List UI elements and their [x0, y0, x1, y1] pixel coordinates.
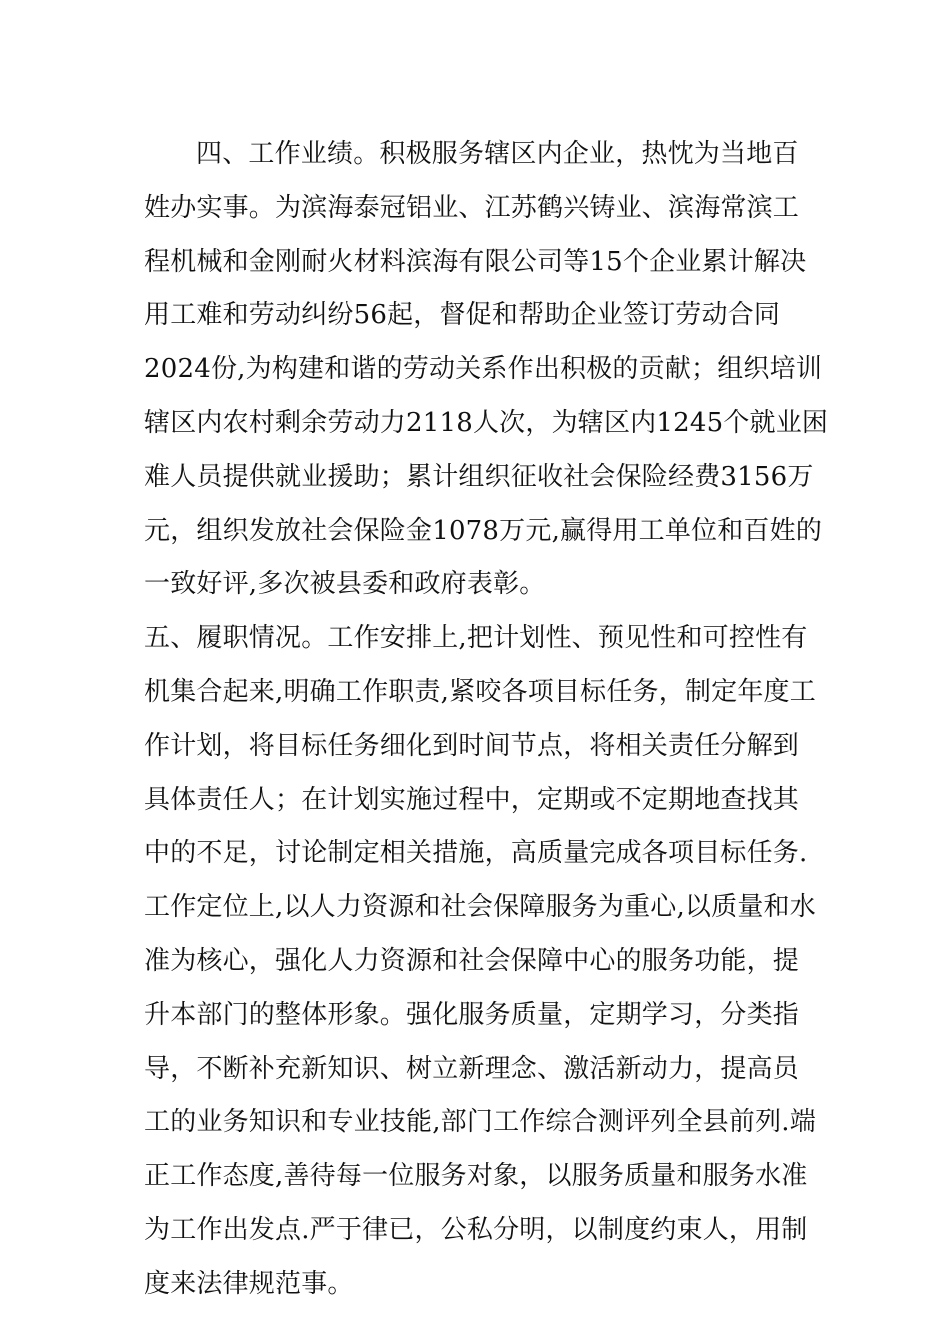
paragraph-4-line-6: 辖区内农村剩余劳动力2118人次，为辖区内1245个就业困 — [144, 407, 829, 438]
paragraph-4-line-7: 难人员提供就业援助；累计组织征收社会保险经费3156万 — [144, 461, 814, 492]
paragraph-4-line-4: 用工难和劳动纠纷56起，督促和帮助企业签订劳动合同 — [144, 300, 781, 331]
paragraph-5-line-13: 度来法律规范事。 — [144, 1268, 354, 1299]
paragraph-5-line-5: 中的不足，讨论制定相关措施，高质量完成各项目标任务. — [144, 838, 808, 869]
paragraph-4-line-9: 一致好评,多次被县委和政府表彰。 — [144, 569, 546, 600]
body-text — [144, 128, 829, 1312]
paragraph-5-line-9: 导，不断补充新知识、树立新理念、激活新动力，提高员 — [144, 1053, 800, 1084]
paragraph-5-line-8: 升本部门的整体形象。强化服务质量，定期学习，分类指 — [144, 999, 800, 1030]
paragraph-5-line-6: 工作定位上,以人力资源和社会保障服务为重心,以质量和水 — [144, 892, 816, 923]
paragraph-4-line-3: 程机械和金刚耐火材料滨海有限公司等15个企业累计解决 — [144, 246, 807, 277]
paragraph-5-line-1: 五、履职情况。工作安排上,把计划性、预见性和可控性有 — [144, 623, 808, 654]
paragraph-4-line-8: 元，组织发放社会保险金1078万元,赢得用工单位和百姓的 — [144, 515, 823, 546]
paragraph-5-line-12: 为工作出发点.严于律已，公私分明，以制度约束人，用制 — [144, 1214, 808, 1245]
paragraph-4-line-1: 四、工作业绩。积极服务辖区内企业，热忱为当地百 — [196, 139, 799, 169]
paragraph-5-line-2: 机集合起来,明确工作职责,紧咬各项目标任务，制定年度工 — [144, 676, 816, 707]
paragraph-5-line-3: 作计划，将目标任务细化到时间节点，将相关责任分解到 — [144, 730, 800, 761]
paragraph-5-line-7: 准为核心，强化人力资源和社会保障中心的服务功能，提 — [144, 945, 800, 976]
paragraph-4-line-5: 2024份,为构建和谐的劳动关系作出积极的贡献；组织培训 — [144, 354, 823, 385]
paragraph-5-line-11: 正工作态度,善待每一位服务对象，以服务质量和服务水准 — [144, 1161, 808, 1192]
paragraph-5-line-4: 具体责任人；在计划实施过程中，定期或不定期地查找其 — [144, 784, 800, 815]
paragraph-4-line-2: 姓办实事。为滨海泰冠铝业、江苏鹤兴铸业、滨海常滨工 — [144, 192, 800, 223]
paragraph-5-line-10: 工的业务知识和专业技能,部门工作综合测评列全县前列.端 — [144, 1107, 816, 1138]
